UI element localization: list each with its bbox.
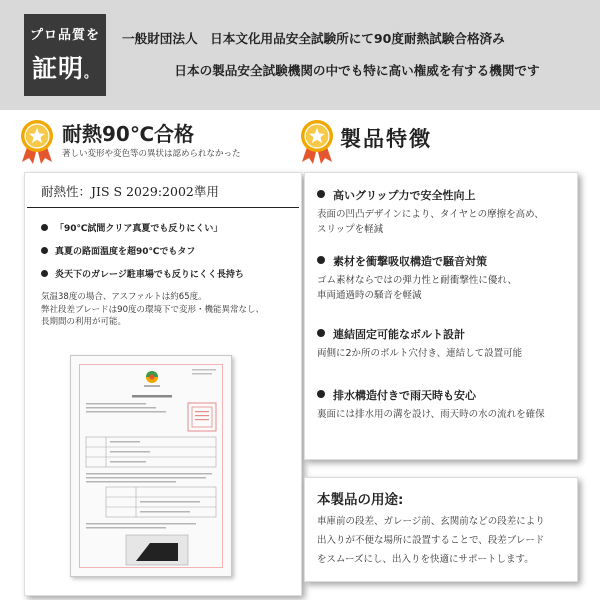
banner-authority-text: 日本の製品安全試験機関の中でも特に高い権威を有する機関です [174,63,540,78]
feature-description: 裏面には排水用の溝を設け、雨天時の水の流れを確保 [317,409,545,420]
proof-badge-line2: 証明。 [31,54,99,83]
heat-bullet: 炎天下のガレージ駐車場でも反りにくく長持ち [41,267,244,280]
feature-heading: 高いグリップ力で安全性向上 [317,187,476,203]
usage-panel [304,477,578,582]
heat-note: 気温38度の場合、アスファルトは約65度。 弊社段差ブレードは90度の環境下で変形・機能異常なし、 長期間の利用が可能。 [41,292,264,327]
usage-title: 本製品の用途: [317,492,404,508]
certificate-document-graphic [80,365,224,569]
medal-icon [298,118,336,164]
heat-bullet: 「90℃試間クリア真夏でも反りにくい」 [41,221,222,234]
heat-test-title: 耐熱90℃合格 [62,122,195,146]
feature-heading: 素材を衝撃吸収構造で騒音対策 [317,253,487,269]
feature-heading: 連結固定可能なボルト設計 [317,326,465,342]
bullet-icon [41,247,48,254]
proof-badge-line1: プロ品質を [29,28,100,43]
bullet-icon [317,329,325,337]
feature-description: 両側に2か所のボルト穴付き、連結して設置可能 [317,348,523,359]
heat-bullet: 真夏の路面温度を超90℃でもタフ [41,244,195,257]
jis-standard-label: 耐熱性：JIS S 2029:2002準用 [41,184,219,199]
top-banner [0,0,600,110]
features-title: 製品特徴 [340,127,432,151]
proof-badge [24,14,106,96]
bullet-icon [41,270,48,277]
medal-icon [18,118,56,164]
bullet-icon [317,190,325,198]
test-certificate-image [70,355,232,577]
feature-heading: 排水構造付きで雨天時も安心 [317,387,476,403]
heat-test-subtitle: 著しい変形や変色等の異状は認められなかった [62,149,241,159]
usage-text: 車庫前の段差、ガレージ前、玄関前などの段差により 出入りが不便な場所に設置することで、段差ブレード をスムーズにし、出入りを快適にサポートします。 [317,516,545,565]
bullet-icon [317,256,325,264]
bullet-icon [317,390,325,398]
bullet-icon [41,224,48,231]
feature-description: 表面の凹凸デザインにより、タイヤとの摩擦を高め、 スリップを軽減 [317,209,544,235]
feature-description: ゴム素材ならではの弾力性と耐衝撃性に優れ、 車両通過時の騒音を軽減 [317,275,517,301]
divider [27,207,299,208]
banner-certification-text: 一般財団法人 日本文化用品安全試験所にて90度耐熱試験合格済み [122,31,505,46]
features-panel [304,172,578,460]
